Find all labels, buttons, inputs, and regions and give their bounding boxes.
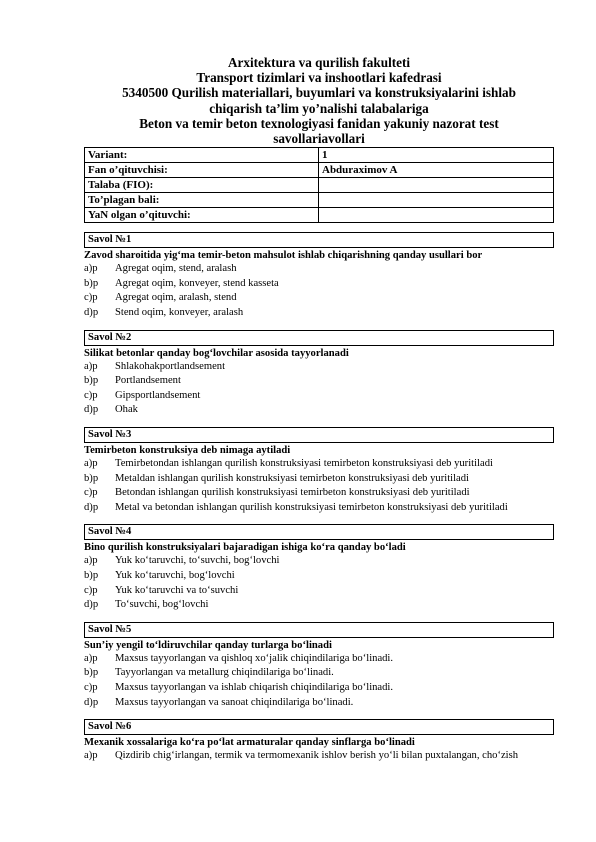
option-letter: d)p xyxy=(84,599,99,611)
question-label: Savol №5 xyxy=(84,622,554,638)
option-text: Agregat oqim, stend, aralash xyxy=(115,263,237,275)
option-c xyxy=(84,291,554,306)
option-text: Metal va betondan ishlangan qurilish konstruksiyasi temirbeton konstruksiyasi deb yuritiladi xyxy=(115,501,508,513)
info-row xyxy=(85,178,554,193)
option-text: Tayyorlangan va metallurg chiqindilariga bo‘linadi. xyxy=(115,667,334,679)
info-row xyxy=(85,163,554,178)
student-info-table xyxy=(84,147,554,223)
option-text: Maxsus tayyorlangan va sanoat chiqindilariga bo‘linadi. xyxy=(115,696,354,708)
option-letter: d)p xyxy=(84,307,99,318)
option-text: Portlandsement xyxy=(115,375,181,387)
question-label: Savol №6 xyxy=(84,719,554,735)
question-4 xyxy=(84,524,554,612)
info-row xyxy=(85,193,554,208)
option-text: Ohak xyxy=(115,404,138,416)
option-b xyxy=(84,666,554,681)
option-letter: b)p xyxy=(84,375,99,387)
option-d xyxy=(84,696,554,711)
option-b xyxy=(84,569,554,584)
option-letter: a)p xyxy=(84,457,98,469)
option-c xyxy=(84,486,554,501)
document-page xyxy=(84,55,554,764)
option-text: Gipsportlandsement xyxy=(115,389,201,401)
info-label: To’plagan bali: xyxy=(85,193,319,208)
option-text: Agregat oqim, konveyer, stend kasseta xyxy=(115,277,279,289)
option-d xyxy=(84,501,554,516)
info-value xyxy=(319,178,554,193)
option-a xyxy=(84,652,554,667)
option-text: Stend oqim, konveyer, aralash xyxy=(115,307,244,318)
exam-title-line2: savollariavollari xyxy=(273,131,365,147)
option-letter: b)p xyxy=(84,472,99,484)
info-label: YaN olgan o’qituvchi: xyxy=(85,208,319,223)
exam-title-line1: Beton va temir beton texnologiyasi fanidan yakuniy nazorat test xyxy=(139,115,499,131)
info-row xyxy=(85,208,554,223)
option-text: Shlakohakportlandsement xyxy=(115,360,226,372)
option-a xyxy=(84,554,554,569)
option-c xyxy=(84,681,554,696)
option-text: Agregat oqim, aralash, stend xyxy=(115,292,237,304)
option-b xyxy=(84,374,554,389)
question-6 xyxy=(84,719,554,764)
question-label: Savol №1 xyxy=(84,232,554,248)
option-text: Maxsus tayyorlangan va qishloq xo‘jalik chiqindilariga bo‘linadi. xyxy=(115,652,394,664)
option-a xyxy=(84,262,554,277)
option-a xyxy=(84,749,554,764)
option-letter: b)p xyxy=(84,667,99,679)
option-d xyxy=(84,306,554,321)
question-1 xyxy=(84,232,554,320)
option-text: Maxsus tayyorlangan va ishlab chiqarish chiqindilariga bo‘linadi. xyxy=(115,681,394,693)
question-label: Savol №4 xyxy=(84,524,554,540)
info-label: Variant: xyxy=(85,148,319,163)
option-letter: c)p xyxy=(84,389,98,401)
option-a xyxy=(84,457,554,472)
option-d xyxy=(84,598,554,613)
question-3 xyxy=(84,427,554,515)
option-b xyxy=(84,277,554,292)
option-letter: a)p xyxy=(84,263,98,275)
program-title-line2: chiqarish ta’lim yo’nalishi talabalariga xyxy=(209,100,429,116)
option-letter: c)p xyxy=(84,487,98,499)
info-value: Abduraximov A xyxy=(319,163,554,178)
option-letter: a)p xyxy=(84,360,98,372)
option-letter: c)p xyxy=(84,584,98,596)
option-letter: c)p xyxy=(84,292,98,304)
question-text: Mexanik xossalariga ko‘ra po‘lat armaturalar qanday sinflarga bo‘linadi xyxy=(84,737,415,749)
option-c xyxy=(84,584,554,599)
option-letter: a)p xyxy=(84,555,98,567)
info-value: 1 xyxy=(319,148,554,163)
option-text: Metaldan ishlangan qurilish konstruksiyasi temirbeton konstruksiyasi deb yuritiladi xyxy=(115,472,469,484)
question-text: Zavod sharoitida yig‘ma temir-beton mahsulot ishlab chiqarishning qanday usullari bor xyxy=(84,250,483,262)
option-text: Yuk ko‘taruvchi va to‘suvchi xyxy=(115,584,239,596)
question-text: Bino qurilish konstruksiyalari bajaradigan ishiga ko‘ra qanday bo‘ladi xyxy=(84,542,406,554)
department-title: Transport tizimlari va inshootlari kafedrasi xyxy=(196,70,442,86)
info-row xyxy=(85,148,554,163)
option-text: To‘suvchi, bog‘lovchi xyxy=(115,599,209,611)
option-text: Yuk ko‘taruvchi, bog‘lovchi xyxy=(115,569,235,581)
option-c xyxy=(84,389,554,404)
faculty-title: Arxitektura va qurilish fakulteti xyxy=(227,55,411,70)
option-letter: d)p xyxy=(84,696,99,708)
option-text: Temirbetondan ishlangan qurilish konstruksiyasi temirbeton konstruksiyasi deb yuritiladi xyxy=(115,457,493,469)
option-letter: b)p xyxy=(84,277,99,289)
option-text: Yuk ko‘taruvchi, to‘suvchi, bog‘lovchi xyxy=(115,555,280,567)
question-text: Silikat betonlar qanday bog‘lovchilar asosida tayyorlanadi xyxy=(84,347,349,359)
option-b xyxy=(84,472,554,487)
question-2 xyxy=(84,330,554,418)
question-text: Temirbeton konstruksiya deb nimaga aytiladi xyxy=(84,444,291,456)
option-letter: b)p xyxy=(84,569,99,581)
option-text: Betondan ishlangan qurilish konstruksiyasi temirbeton konstruksiyasi deb yuritiladi xyxy=(115,487,470,499)
question-text: Sun’iy yengil to‘ldiruvchilar qanday turlarga bo‘linadi xyxy=(84,639,332,651)
option-letter: a)p xyxy=(84,750,98,762)
option-text: Qizdirib chig‘irlangan, termik va termomexanik ishlov berish yo‘li bilan puxtalangan, cho‘zish xyxy=(115,750,519,762)
question-5 xyxy=(84,622,554,710)
question-label: Savol №2 xyxy=(84,330,554,346)
option-letter: d)p xyxy=(84,404,99,416)
info-label: Talaba (FIO): xyxy=(85,178,319,193)
info-label: Fan o’qituvchisi: xyxy=(85,163,319,178)
program-title-line1: 5340500 Qurilish materiallari, buyumlari va konstruksiyalarini ishlab xyxy=(122,85,516,101)
option-d xyxy=(84,403,554,418)
document-header xyxy=(84,55,554,146)
option-letter: a)p xyxy=(84,652,98,664)
info-value xyxy=(319,193,554,208)
option-letter: d)p xyxy=(84,501,99,513)
option-a xyxy=(84,360,554,375)
question-label: Savol №3 xyxy=(84,427,554,443)
option-letter: c)p xyxy=(84,681,98,693)
info-value xyxy=(319,208,554,223)
